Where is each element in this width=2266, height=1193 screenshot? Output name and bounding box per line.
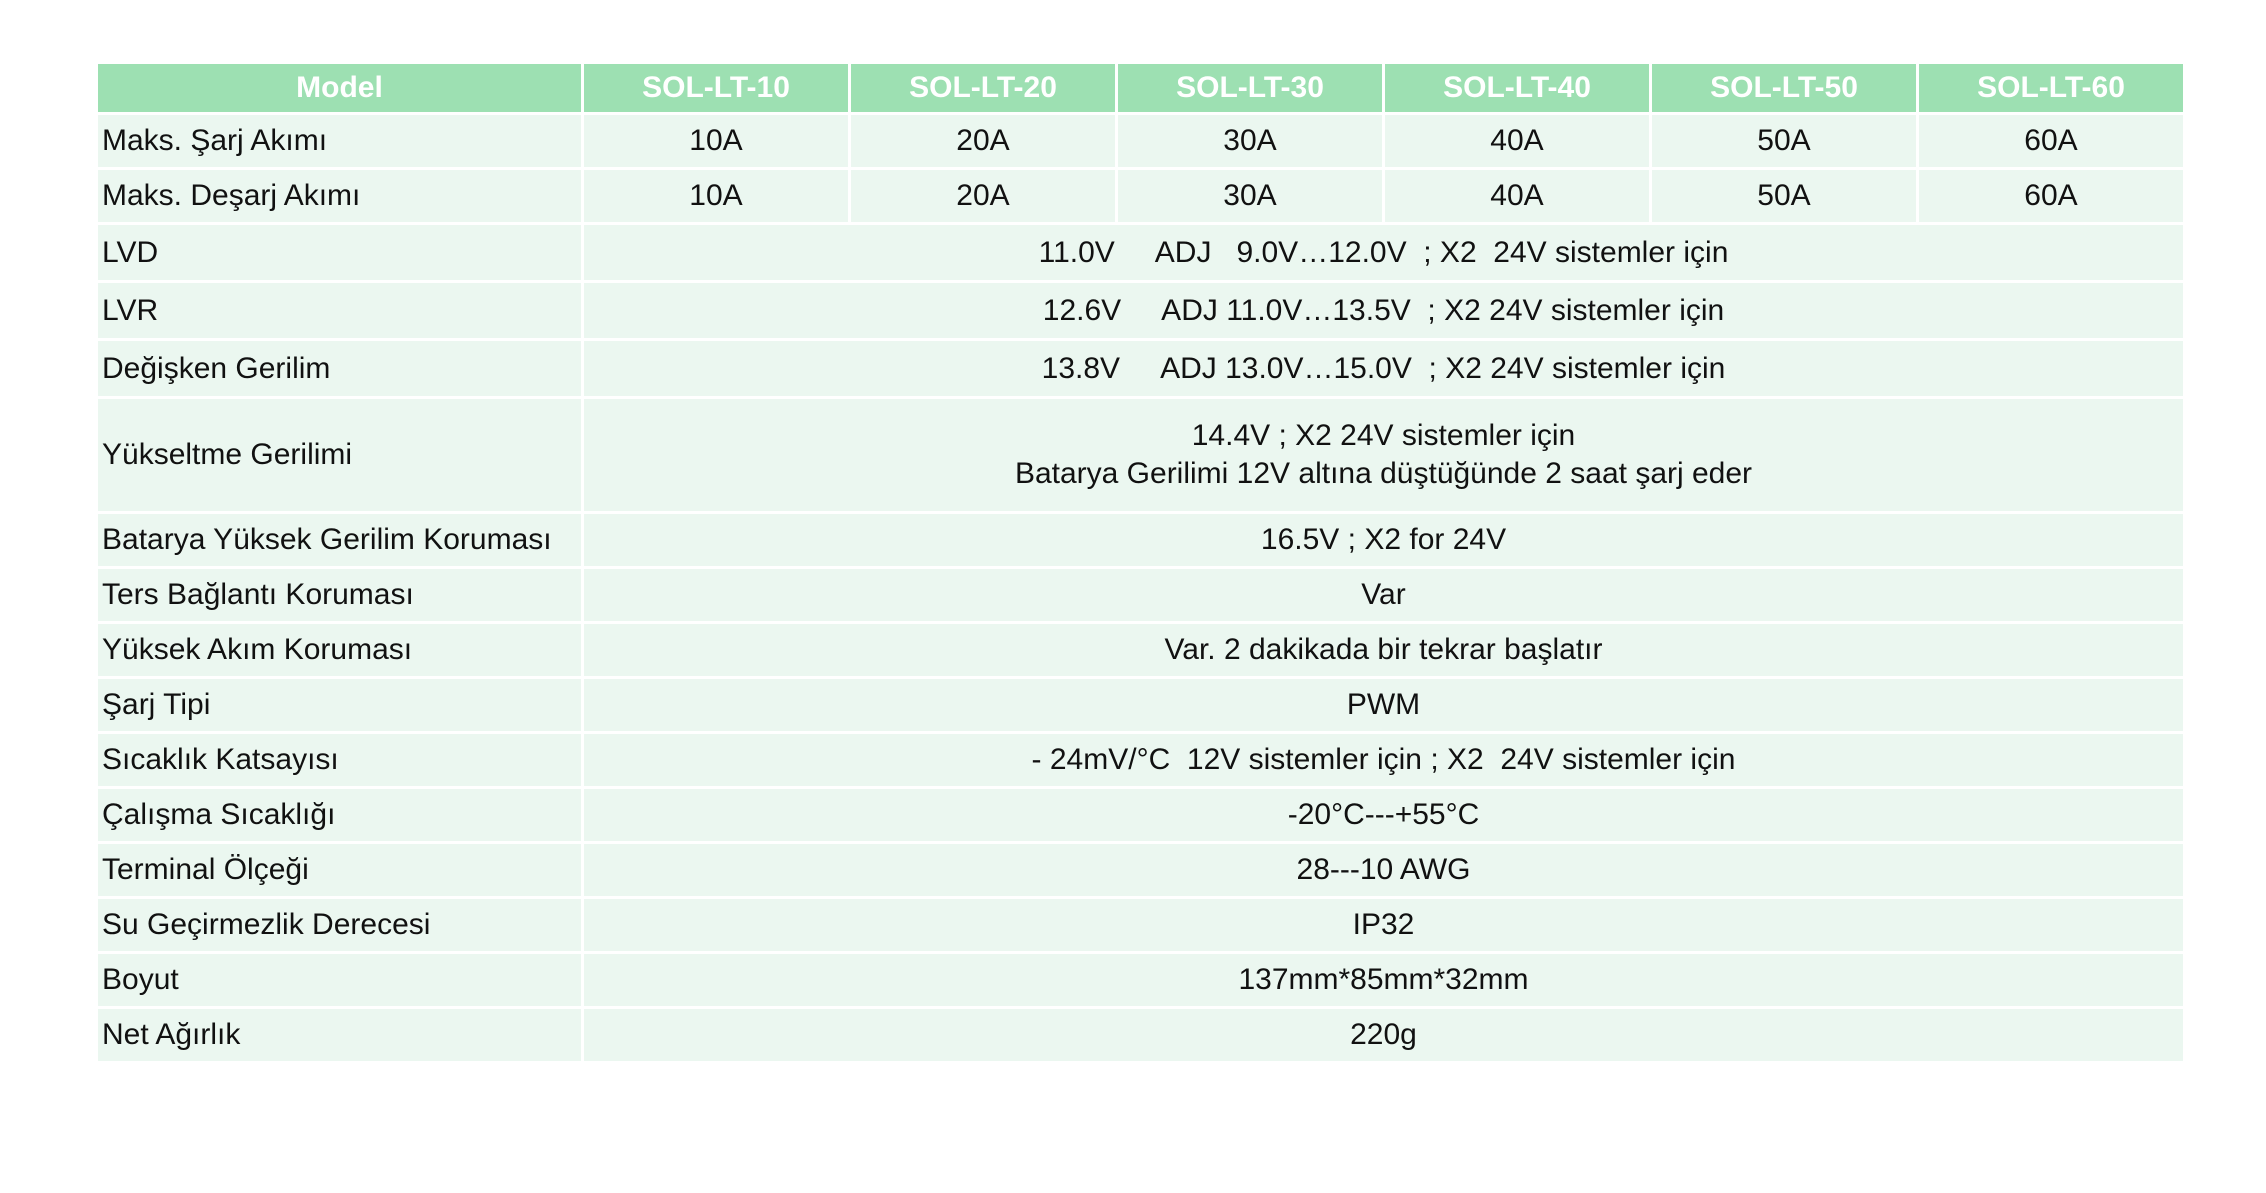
row-label-reverse-polarity-protection: Ters Bağlantı Koruması	[97, 568, 583, 623]
table-body	[97, 114, 2185, 1063]
cell-value-spanning: 137mm*85mm*32mm	[583, 953, 2185, 1008]
table-row	[97, 513, 2185, 568]
cell-value-spanning: 16.5V ; X2 for 24V	[583, 513, 2185, 568]
cell-value: 10A	[583, 114, 850, 169]
row-label-max-charge-current: Maks. Şarj Akımı	[97, 114, 583, 169]
table-row	[97, 678, 2185, 733]
table-row	[97, 169, 2185, 224]
cell-value-spanning: 28---10 AWG	[583, 843, 2185, 898]
cell-value: 40A	[1384, 114, 1651, 169]
header-model-sol-lt-40: SOL-LT-40	[1384, 63, 1651, 114]
table-row	[97, 282, 2185, 340]
row-label-lvr: LVR	[97, 282, 583, 340]
cell-value: 50A	[1651, 114, 1918, 169]
table-row	[97, 224, 2185, 282]
table-row	[97, 398, 2185, 513]
row-label-terminal-size: Terminal Ölçeği	[97, 843, 583, 898]
cell-value-spanning: 11.0V ADJ 9.0V…12.0V ; X2 24V sistemler için	[583, 224, 2185, 282]
table-row	[97, 623, 2185, 678]
cell-value-spanning: Var	[583, 568, 2185, 623]
table-row	[97, 953, 2185, 1008]
cell-value: 60A	[1918, 114, 2185, 169]
spec-table	[95, 61, 2186, 1064]
table-row	[97, 340, 2185, 398]
table-row	[97, 114, 2185, 169]
row-label-operating-temperature: Çalışma Sıcaklığı	[97, 788, 583, 843]
cell-value-spanning: PWM	[583, 678, 2185, 733]
table-row	[97, 843, 2185, 898]
row-label-net-weight: Net Ağırlık	[97, 1008, 583, 1063]
header-model-sol-lt-60: SOL-LT-60	[1918, 63, 2185, 114]
table-row	[97, 788, 2185, 843]
cell-value-spanning: - 24mV/°C 12V sistemler için ; X2 24V sistemler için	[583, 733, 2185, 788]
header-row	[97, 63, 2185, 114]
cell-value: 20A	[850, 114, 1117, 169]
cell-value-spanning: Var. 2 dakikada bir tekrar başlatır	[583, 623, 2185, 678]
cell-value: 10A	[583, 169, 850, 224]
header-model-label: Model	[97, 63, 583, 114]
cell-value: 20A	[850, 169, 1117, 224]
cell-value: 30A	[1117, 114, 1384, 169]
header-model-sol-lt-20: SOL-LT-20	[850, 63, 1117, 114]
table-row	[97, 1008, 2185, 1063]
row-label-battery-high-voltage-protection: Batarya Yüksek Gerilim Koruması	[97, 513, 583, 568]
row-label-max-discharge-current: Maks. Deşarj Akımı	[97, 169, 583, 224]
cell-value-spanning: IP32	[583, 898, 2185, 953]
cell-value-spanning: 220g	[583, 1008, 2185, 1063]
cell-value-spanning	[583, 398, 2185, 513]
header-model-sol-lt-30: SOL-LT-30	[1117, 63, 1384, 114]
cell-value: 30A	[1117, 169, 1384, 224]
header-model-sol-lt-10: SOL-LT-10	[583, 63, 850, 114]
cell-value: 60A	[1918, 169, 2185, 224]
table-row	[97, 898, 2185, 953]
row-label-charge-type: Şarj Tipi	[97, 678, 583, 733]
table-row	[97, 733, 2185, 788]
row-label-over-current-protection: Yüksek Akım Koruması	[97, 623, 583, 678]
cell-value-spanning: -20°C---+55°C	[583, 788, 2185, 843]
cell-value-spanning: 13.8V ADJ 13.0V…15.0V ; X2 24V sistemler için	[583, 340, 2185, 398]
header-model-sol-lt-50: SOL-LT-50	[1651, 63, 1918, 114]
table-header	[97, 63, 2185, 114]
row-label-float-voltage: Değişken Gerilim	[97, 340, 583, 398]
boost-voltage-line-2: Batarya Gerilimi 12V altına düştüğünde 2 saat şarj eder	[1014, 457, 1753, 490]
cell-value: 50A	[1651, 169, 1918, 224]
row-label-boost-voltage: Yükseltme Gerilimi	[97, 398, 583, 513]
row-label-lvd: LVD	[97, 224, 583, 282]
row-label-dimensions: Boyut	[97, 953, 583, 1008]
cell-value-spanning: 12.6V ADJ 11.0V…13.5V ; X2 24V sistemler için	[583, 282, 2185, 340]
row-label-waterproof-rating: Su Geçirmezlik Derecesi	[97, 898, 583, 953]
boost-voltage-line-1: 14.4V ; X2 24V sistemler için	[1191, 419, 1576, 452]
cell-value: 40A	[1384, 169, 1651, 224]
table-row	[97, 568, 2185, 623]
row-label-temperature-coefficient: Sıcaklık Katsayısı	[97, 733, 583, 788]
